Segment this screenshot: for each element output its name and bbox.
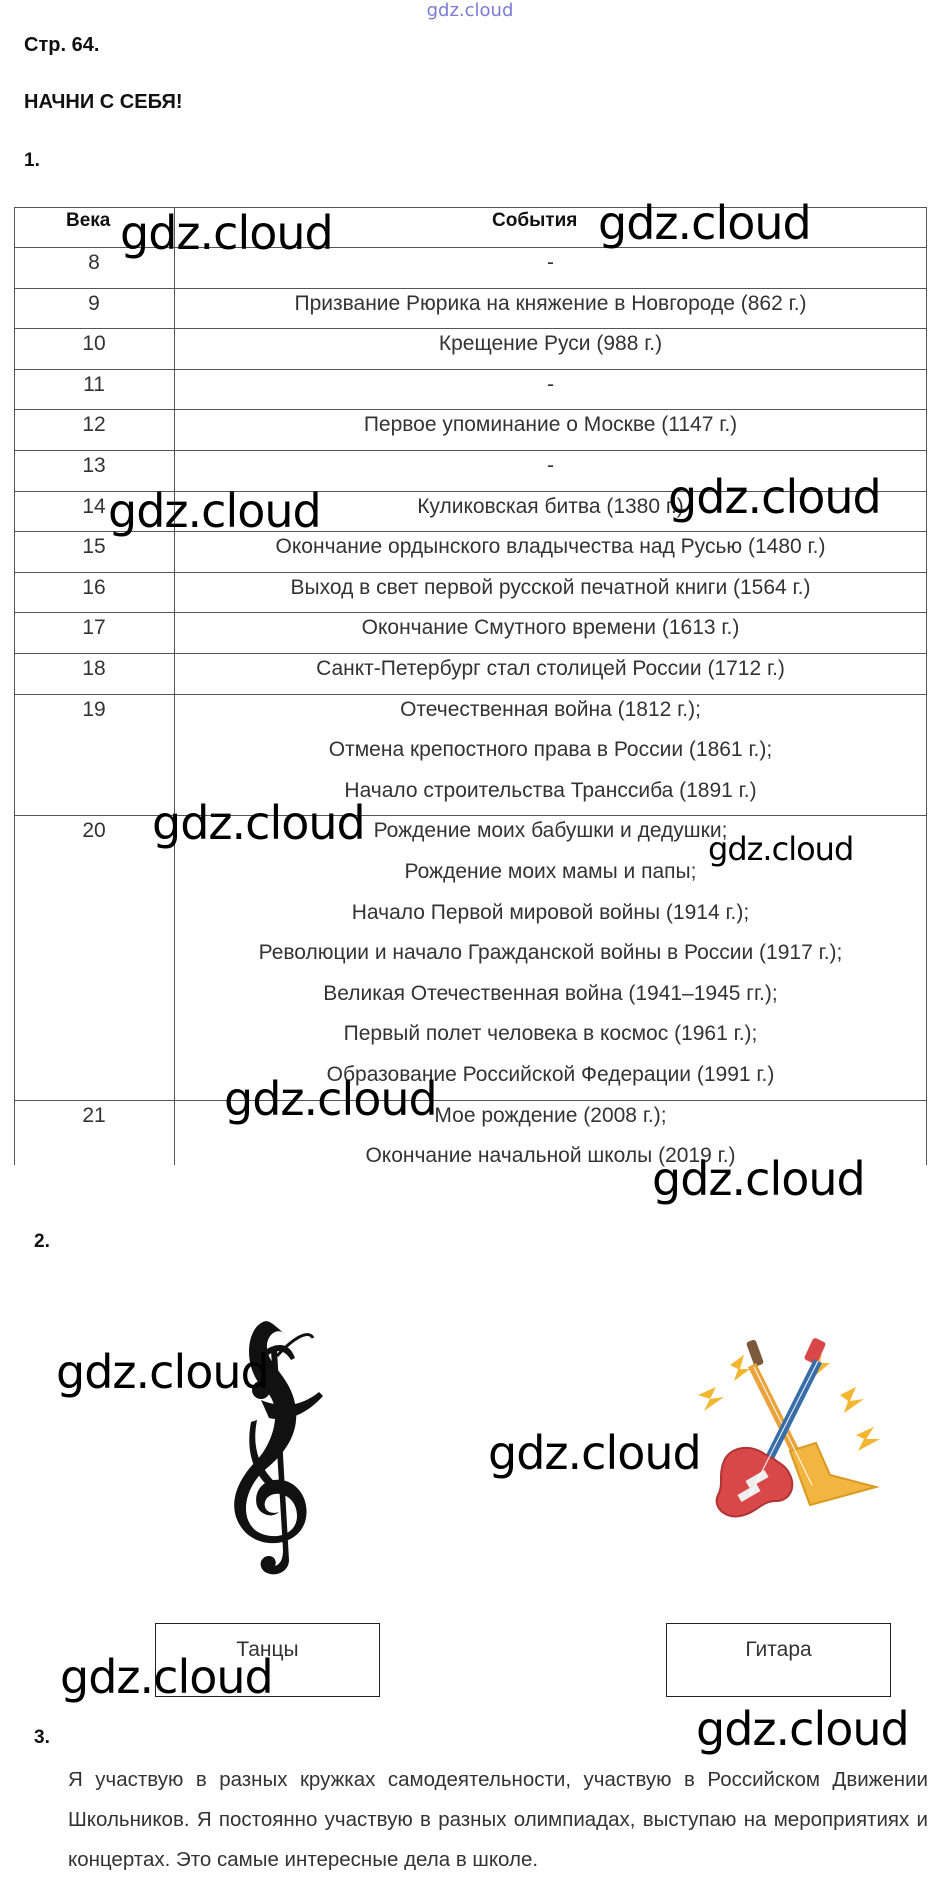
watermark: gdz.cloud bbox=[598, 196, 811, 250]
table-header-events: События bbox=[492, 210, 578, 231]
table-cell-century: 17 bbox=[82, 616, 106, 640]
table-cell-event: Куликовская битва (1380 г.) bbox=[417, 494, 684, 518]
task-3-number: 3. bbox=[34, 1727, 50, 1748]
table-cell-event: Санкт-Петербург стал столицей России (1712 г.) bbox=[316, 657, 785, 680]
task-3-answer-paragraph: Я участвую в разных кружках самодеятельности, участвую в Российском Движении Школьников. Я постоянно участвую в разных олимпиадах, выступаю на мероприятиях и концертах. Это самые интересные дела в школе. bbox=[68, 1768, 928, 1871]
table-cell-event: Отмена крепостного права в России (1861 г.); bbox=[328, 738, 773, 762]
watermark: gdz.cloud bbox=[224, 1072, 437, 1126]
watermark: gdz.cloud bbox=[152, 796, 365, 850]
table-cell-event: Рождение моих мамы и папы; bbox=[404, 860, 697, 883]
table-cell-century: 9 bbox=[88, 291, 100, 315]
table-cell-event: - bbox=[547, 454, 554, 477]
table-cell-century: 18 bbox=[82, 657, 106, 680]
table-cell-event: Призвание Рюрика на княжение в Новгороде (862 г.) bbox=[294, 291, 807, 315]
label-guitar: Гитара bbox=[666, 1623, 891, 1697]
page-title: Стр. 64. bbox=[24, 34, 100, 56]
watermark: gdz.cloud bbox=[668, 470, 881, 524]
watermark: gdz.cloud bbox=[708, 830, 854, 868]
table-cell-century: 20 bbox=[82, 819, 106, 843]
watermark: gdz.cloud bbox=[108, 484, 321, 538]
section-title: НАЧНИ С СЕБЯ! bbox=[24, 91, 183, 113]
table-cell-event: Выход в свет первой русской печатной книги (1564 г.) bbox=[290, 575, 811, 599]
table-cell-century: 15 bbox=[82, 535, 106, 559]
table-cell-event: Крещение Руси (988 г.) bbox=[438, 332, 663, 356]
table-cell-century: 21 bbox=[82, 1103, 106, 1127]
table-header-century: Века bbox=[66, 210, 111, 231]
table-cell-event: Начало Первой мировой войны (1914 г.); bbox=[351, 900, 750, 924]
table-cell-event: - bbox=[547, 251, 554, 274]
table-cell-century: 16 bbox=[82, 575, 106, 599]
table-cell-century: 8 bbox=[88, 251, 100, 274]
watermark: gdz.cloud bbox=[652, 1152, 865, 1206]
table-cell-century: 11 bbox=[83, 372, 105, 396]
centuries-events-table bbox=[14, 207, 927, 1168]
table-cell-event: Рождение моих бабушки и дедушки; bbox=[373, 819, 728, 843]
watermark: gdz.cloud bbox=[488, 1426, 701, 1480]
table-cell-event: Мое рождение (2008 г.); bbox=[434, 1103, 667, 1127]
table-cell-century: 10 bbox=[82, 332, 106, 356]
label-dances: Танцы bbox=[155, 1623, 380, 1697]
table-cell-event: Окончание начальной школы (2019 г.) bbox=[365, 1144, 736, 1168]
task-1-number: 1. bbox=[24, 150, 40, 171]
table-cell-event: Великая Отечественная война (1941–1945 гг.); bbox=[323, 981, 778, 1005]
table-cell-event: Окончание ордынского владычества над Русью (1480 г.) bbox=[275, 535, 826, 559]
table-cell-event: Первый полет человека в космос (1961 г.); bbox=[343, 1022, 758, 1046]
table-cell-event: Окончание Смутного времени (1613 г.) bbox=[361, 616, 740, 640]
watermark: gdz.cloud bbox=[696, 1702, 909, 1756]
table-cell-event: - bbox=[547, 372, 554, 396]
table-cell-event: Революции и начало Гражданской войны в России (1917 г.); bbox=[258, 941, 843, 965]
watermark: gdz.cloud bbox=[120, 206, 333, 260]
table-cell-century: 14 bbox=[82, 494, 106, 518]
watermark: gdz.cloud bbox=[56, 1345, 269, 1399]
table-cell-event: Отечественная война (1812 г.); bbox=[400, 697, 701, 721]
task-2-number: 2. bbox=[34, 1231, 50, 1252]
site-watermark-top: gdz.cloud bbox=[426, 0, 514, 21]
table-cell-event: Образование Российской Федерации (1991 г.) bbox=[326, 1063, 775, 1086]
watermark: gdz.cloud bbox=[60, 1650, 273, 1704]
table-cell-event: Первое упоминание о Москве (1147 г.) bbox=[363, 413, 738, 437]
crossed-guitars-icon bbox=[690, 1335, 885, 1525]
table-cell-century: 13 bbox=[82, 454, 106, 477]
table-cell-century: 19 bbox=[82, 697, 106, 721]
table-cell-event: Начало строительства Транссиба (1891 г.) bbox=[344, 778, 757, 802]
table-cell-century: 12 bbox=[82, 413, 106, 437]
